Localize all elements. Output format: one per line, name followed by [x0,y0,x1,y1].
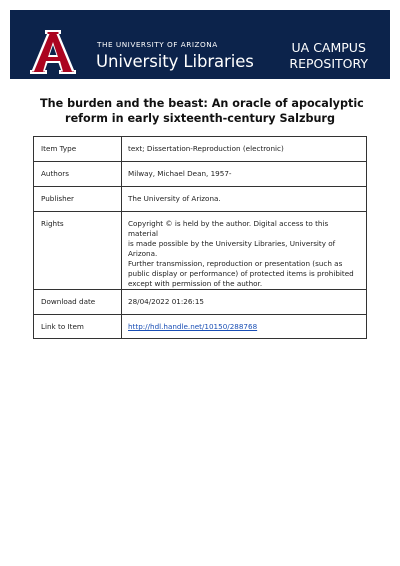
document-title [40,96,364,126]
rights-value [122,212,367,290]
rights-line-1: Copyright © is held by the author. Digital access to this material [128,219,329,238]
item-link[interactable]: http://hdl.handle.net/10150/288768 [128,322,258,331]
metadata-row-publisher [34,187,367,212]
download-date-value: 28/04/2022 01:26:15 [122,290,367,315]
authors-value: Milway, Michael Dean, 1957- [122,162,367,187]
publisher-label: Publisher [34,187,122,212]
rights-line-2: is made possible by the University Libraries, University of Arizona. [128,239,336,258]
metadata-row-download-date [34,290,367,315]
title-line-2: reform in early sixteenth-century Salzburg [65,112,335,125]
download-date-label: Download date [34,290,122,315]
metadata-table [33,136,367,339]
rights-line-3: Further transmission, reproduction or presentation (such as [128,259,343,268]
university-of-arizona-logo-icon [29,28,77,76]
repository-line-2: REPOSITORY [289,56,368,71]
item-type-label: Item Type [34,137,122,162]
rights-line-5: except with permission of the author. [128,279,263,288]
library-name: University Libraries [96,52,254,71]
metadata-row-rights [34,212,367,290]
item-type-value: text; Dissertation-Reproduction (electronic) [122,137,367,162]
link-label: Link to Item [34,315,122,339]
rights-label: Rights [34,212,122,290]
repository-line-1: UA CAMPUS [291,40,366,55]
institution-name: THE UNIVERSITY OF ARIZONA [97,40,218,49]
header-banner [10,10,390,79]
publisher-value: The University of Arizona. [122,187,367,212]
title-line-1: The burden and the beast: An oracle of apocalyptic [40,97,364,110]
metadata-row-authors [34,162,367,187]
metadata-row-item-type [34,137,367,162]
repository-name [289,40,368,72]
rights-line-4: public display or performance) of protected items is prohibited [128,269,354,278]
metadata-row-link [34,315,367,339]
authors-label: Authors [34,162,122,187]
